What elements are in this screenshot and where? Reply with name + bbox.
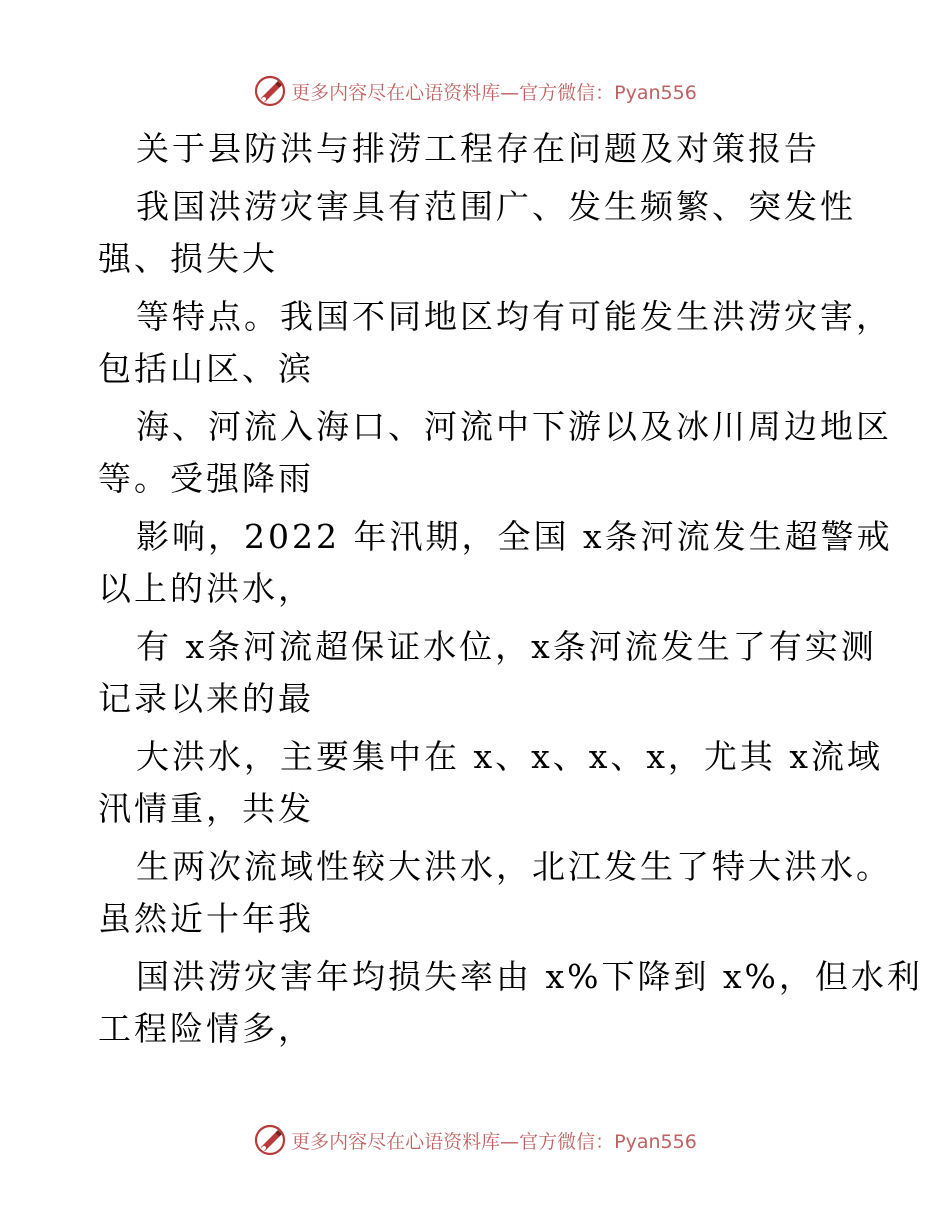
paragraph-line: 记录以来的最	[98, 679, 314, 718]
paragraph-line: 强、损失大	[98, 239, 278, 278]
paragraph-line: 包括山区、滨	[98, 349, 314, 388]
paragraph-line: 我国洪涝灾害具有范围广、发生频繁、突发性	[136, 187, 856, 226]
header-banner	[0, 71, 950, 111]
paragraph-line: 汛情重，共发	[98, 789, 314, 828]
header-banner-text: 更多内容尽在心语资料库—官方微信：Pyan556	[291, 81, 697, 104]
pen-logo-icon	[253, 74, 287, 108]
footer-banner	[0, 1120, 950, 1160]
paragraph-line: 海、河流入海口、河流中下游以及冰川周边地区	[136, 407, 892, 446]
document-body	[98, 123, 923, 1055]
paragraph-line: 以上的洪水，	[98, 569, 314, 608]
paragraph-line: 有 x条河流超保证水位，x条河流发生了有实测	[136, 627, 877, 666]
paragraph-line: 国洪涝灾害年均损失率由 x%下降到 x%，但水利	[136, 957, 923, 996]
footer-banner-text: 更多内容尽在心语资料库—官方微信：Pyan556	[291, 1130, 697, 1153]
pen-logo-icon	[253, 1123, 287, 1157]
paragraph-line: 等。受强降雨	[98, 459, 314, 498]
paragraph-line: 虽然近十年我	[98, 899, 314, 938]
document-title: 关于县防洪与排涝工程存在问题及对策报告	[136, 129, 820, 168]
paragraph-line: 等特点。我国不同地区均有可能发生洪涝灾害，	[136, 297, 892, 336]
paragraph-line: 影响，2022 年汛期，全国 x条河流发生超警戒	[136, 517, 893, 556]
paragraph-line: 工程险情多，	[98, 1009, 314, 1048]
paragraph-line: 大洪水，主要集中在 x、x、x、x，尤其 x流域	[136, 737, 884, 776]
paragraph-line: 生两次流域性较大洪水，北江发生了特大洪水。	[136, 847, 892, 886]
